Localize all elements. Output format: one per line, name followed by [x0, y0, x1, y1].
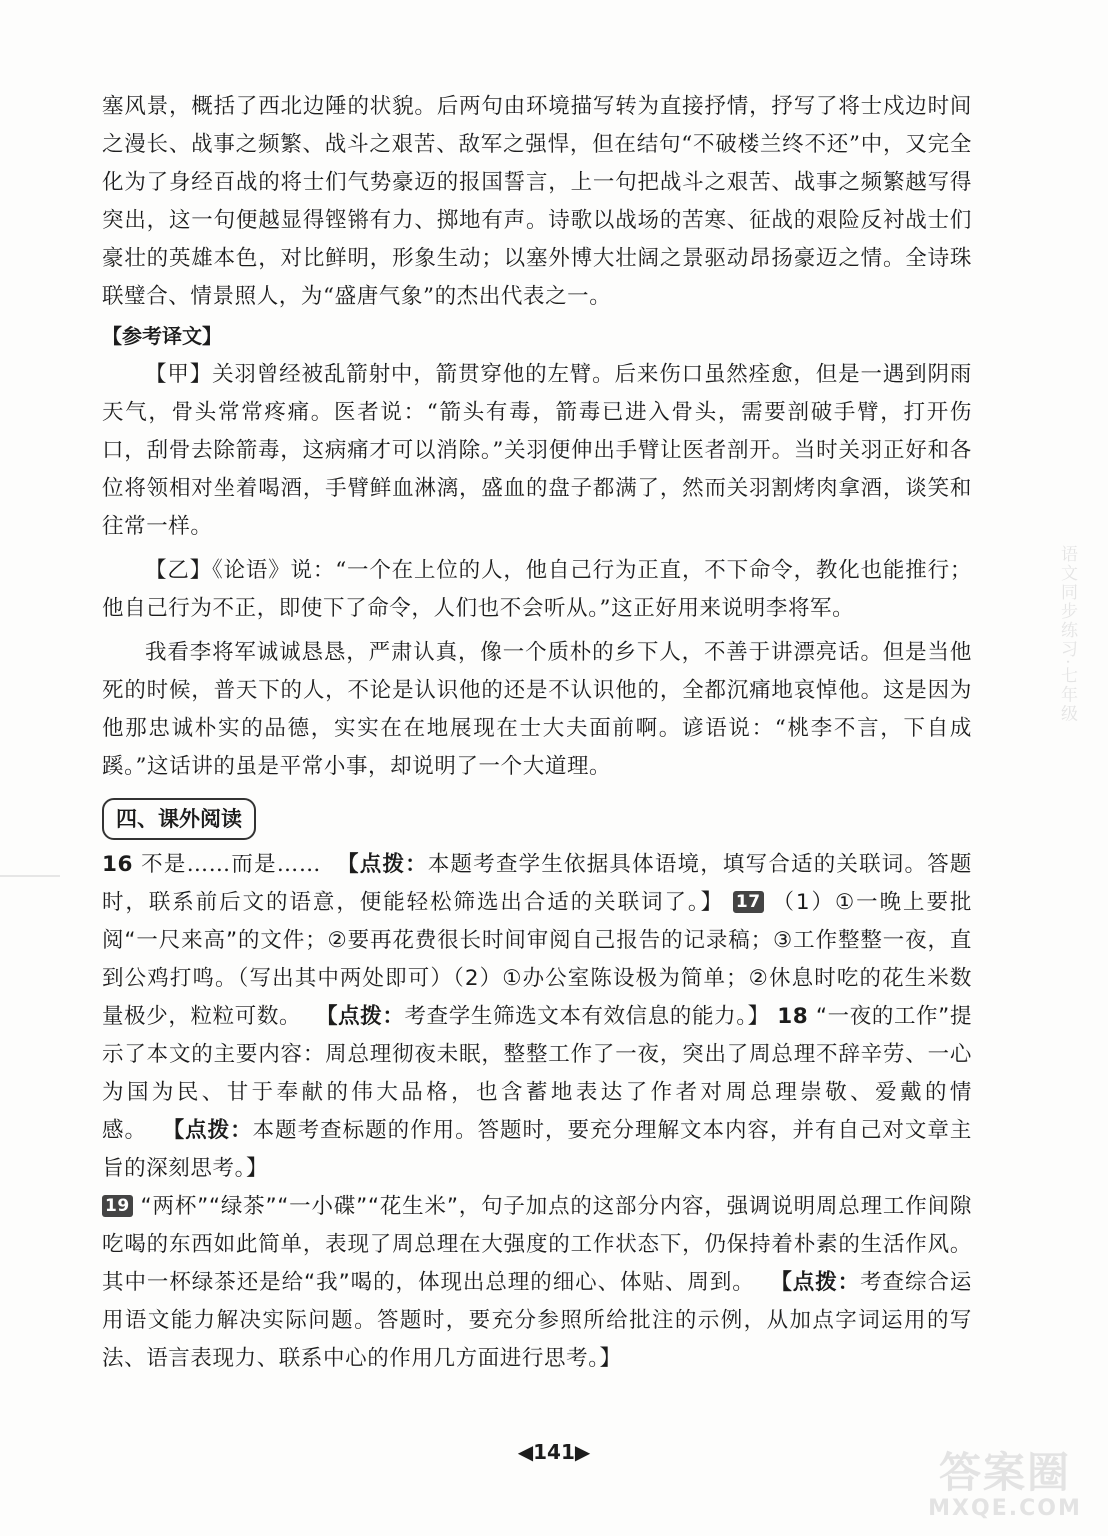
question-16-answer: 不是……而是…… — [141, 852, 321, 877]
poem-analysis-paragraph: 塞风景，概括了西北边陲的状貌。后两句由环境描写转为直接抒情，抒写了将士戍边时间之漫长、战事之频繁、战斗之艰苦、敌军之强悍，但在结句“不破楼兰终不还”中，又完全化为了身经百战的将士们气势豪迈的报国誓言，上一句把战斗之艰苦、战事之频繁越写得突出，这一句便越显得铿锵有力、掷地有声。诗歌以战场的苦寒、征战的艰险反衬战士们豪壮的英雄本色，对比鲜明，形象生动；以塞外博大壮阔之景驱动昂扬豪迈之情。全诗珠联璧合、情景照人，为“盛唐气象”的杰出代表之一。 — [102, 94, 972, 309]
side-tab: 语文同步练习·七年级 — [1057, 545, 1077, 724]
question-18-tip: 本题考查标题的作用。答题时，要充分理解文本内容，并有自己对文章主旨的深刻思考。】 — [102, 1118, 973, 1181]
margin-mark — [0, 875, 60, 877]
watermark-title: 答案圈 — [938, 1448, 1071, 1497]
watermark-logo — [915, 1448, 1095, 1530]
question-17-answer: （1）①一晚上要批阅“一尺来高”的文件；②要再花费很长时间审阅自己报告的记录稿；③工作整整一夜，直到公鸡打鸣。（写出其中两处即可）（2）①办公室陈设极为简单；②休息时吃的花生米数量极少，粒粒可数。 — [102, 890, 973, 1029]
reference-translation-heading: 【参考译文】 — [102, 324, 222, 348]
question-18-number: 18 — [777, 1004, 809, 1029]
question-18-answer: “一夜的工作”提示了本文的主要内容：周总理彻夜未眠，整整工作了一夜，突出了周总理不辞辛劳、一心为国为民、甘于奉献的伟大品格，也含蓄地表达了作者对周总理崇敬、爱戴的情感。 — [102, 1004, 973, 1143]
question-19-tip: 考查综合运用语文能力解决实际问题。答题时，要充分参照所给批注的示例，从加点字词运用的写法、语言表现力、联系中心的作用几方面进行思考。】 — [102, 1270, 973, 1371]
question-17-tip: 考查学生筛选文本有效信息的能力。】 — [404, 1004, 770, 1029]
question-16-tip-label: 【点拨： — [337, 852, 428, 877]
page-body — [102, 88, 972, 1378]
question-19-tip-label: 【点拨： — [770, 1270, 861, 1295]
section-title: 四、课外阅读 — [102, 798, 256, 840]
question-19-number: 19 — [102, 1195, 133, 1217]
watermark-url: MXQE.COM — [928, 1496, 1082, 1521]
page-number: ◀141▶ — [517, 1440, 591, 1464]
question-16-tip: 本题考查学生依据具体语境，填写合适的关联词。答题时，联系前后文的语意，便能轻松筛选出合适的关联词了。】 — [102, 852, 973, 915]
translation-yi-paragraph: 【乙】《论语》说：“一个在上位的人，他自己行为正直，不下命令，教化也能推行；他自己行为不正，即使下了命令，人们也不会听从。”这正好用来说明李将军。 — [102, 558, 972, 621]
question-19-answer: “两杯”“绿茶”“一小碟”“花生米”，句子加点的这部分内容，强调说明周总理工作间隙吃喝的东西如此简单，表现了周总理在大强度的工作状态下，仍保持着朴素的生活作风。其中一杯绿茶还是给“我”喝的，体现出总理的细心、体贴、周到。 — [102, 1194, 973, 1295]
question-16-number: 16 — [102, 852, 134, 877]
answer-19 — [102, 1188, 972, 1378]
question-17-number: 17 — [733, 891, 764, 913]
question-17-tip-label: 【点拨： — [316, 1004, 405, 1029]
answers-16-18 — [102, 846, 972, 1188]
translation-li-paragraph: 我看李将军诚诚恳恳，严肃认真，像一个质朴的乡下人，不善于讲漂亮话。但是当他死的时候，普天下的人，不论是认识他的还是不认识他的，全都沉痛地哀悼他。这是因为他那忠诚朴实的品德，实实在在地展现在士大夫面前啊。谚语说：“桃李不言，下自成蹊。”这话讲的虽是平常小事，却说明了一个大道理。 — [102, 640, 972, 779]
translation-jia-paragraph: 【甲】关羽曾经被乱箭射中，箭贯穿他的左臂。后来伤口虽然痊愈，但是一遇到阴雨天气，骨头常常疼痛。医者说：“箭头有毒，箭毒已进入骨头，需要剖破手臂，打开伤口，刮骨去除箭毒，这病痛才可以消除。”关羽便伸出手臂让医者剖开。当时关羽正好和各位将领相对坐着喝酒，手臂鲜血淋漓，盛血的盘子都满了，然而关羽割烤肉拿酒，谈笑和往常一样。 — [102, 362, 972, 539]
question-18-tip-label: 【点拨： — [162, 1118, 253, 1143]
